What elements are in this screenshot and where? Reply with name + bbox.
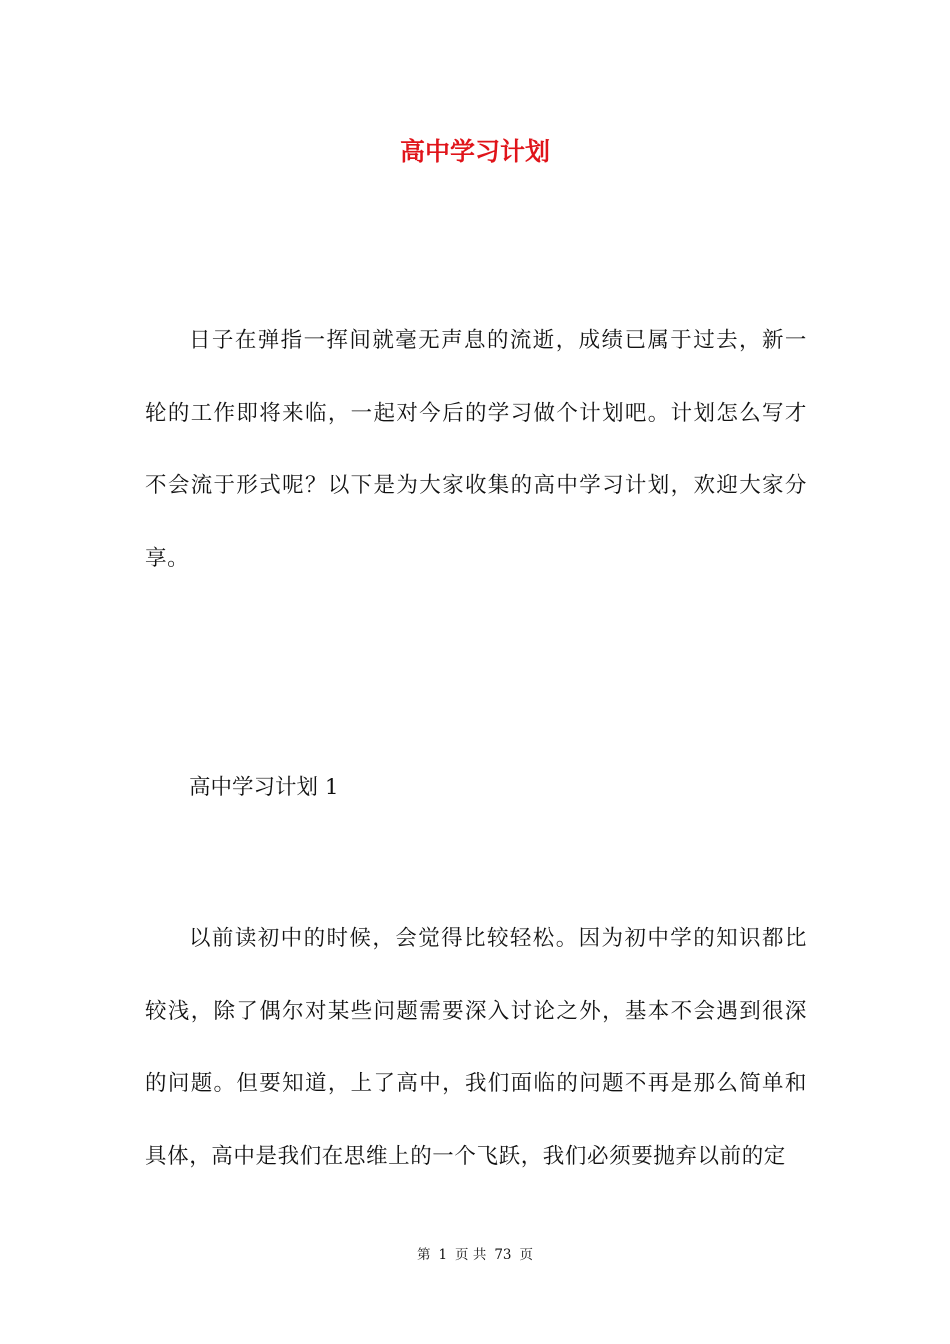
footer-total-pages: 73 bbox=[494, 1247, 512, 1263]
body-paragraph: 以前读初中的时候，会觉得比较轻松。因为初中学的知识都比较浅，除了偶尔对某些问题需要深入讨论之外，基本不会遇到很深的问题。但要知道，上了高中，我们面临的问题不再是那么简单和具体，高中是我们在思维上的一个飞跃，我们必须要抛弃以前的定 bbox=[145, 926, 807, 1169]
page-footer bbox=[0, 1245, 950, 1265]
page-title: 高中学习计划 bbox=[399, 137, 550, 166]
intro-paragraph: 日子在弹指一挥间就毫无声息的流逝，成绩已属于过去，新一轮的工作即将来临，一起对今后的学习做个计划吧。计划怎么写才不会流于形式呢？以下是为大家收集的高中学习计划，欢迎大家分享。 bbox=[145, 328, 807, 571]
footer-mid: 页 共 bbox=[455, 1247, 487, 1263]
footer-current-page: 1 bbox=[438, 1247, 448, 1263]
section-heading: 高中学习计划 1 bbox=[189, 775, 339, 800]
footer-suffix: 页 bbox=[519, 1247, 534, 1263]
footer-prefix: 第 bbox=[416, 1247, 431, 1263]
